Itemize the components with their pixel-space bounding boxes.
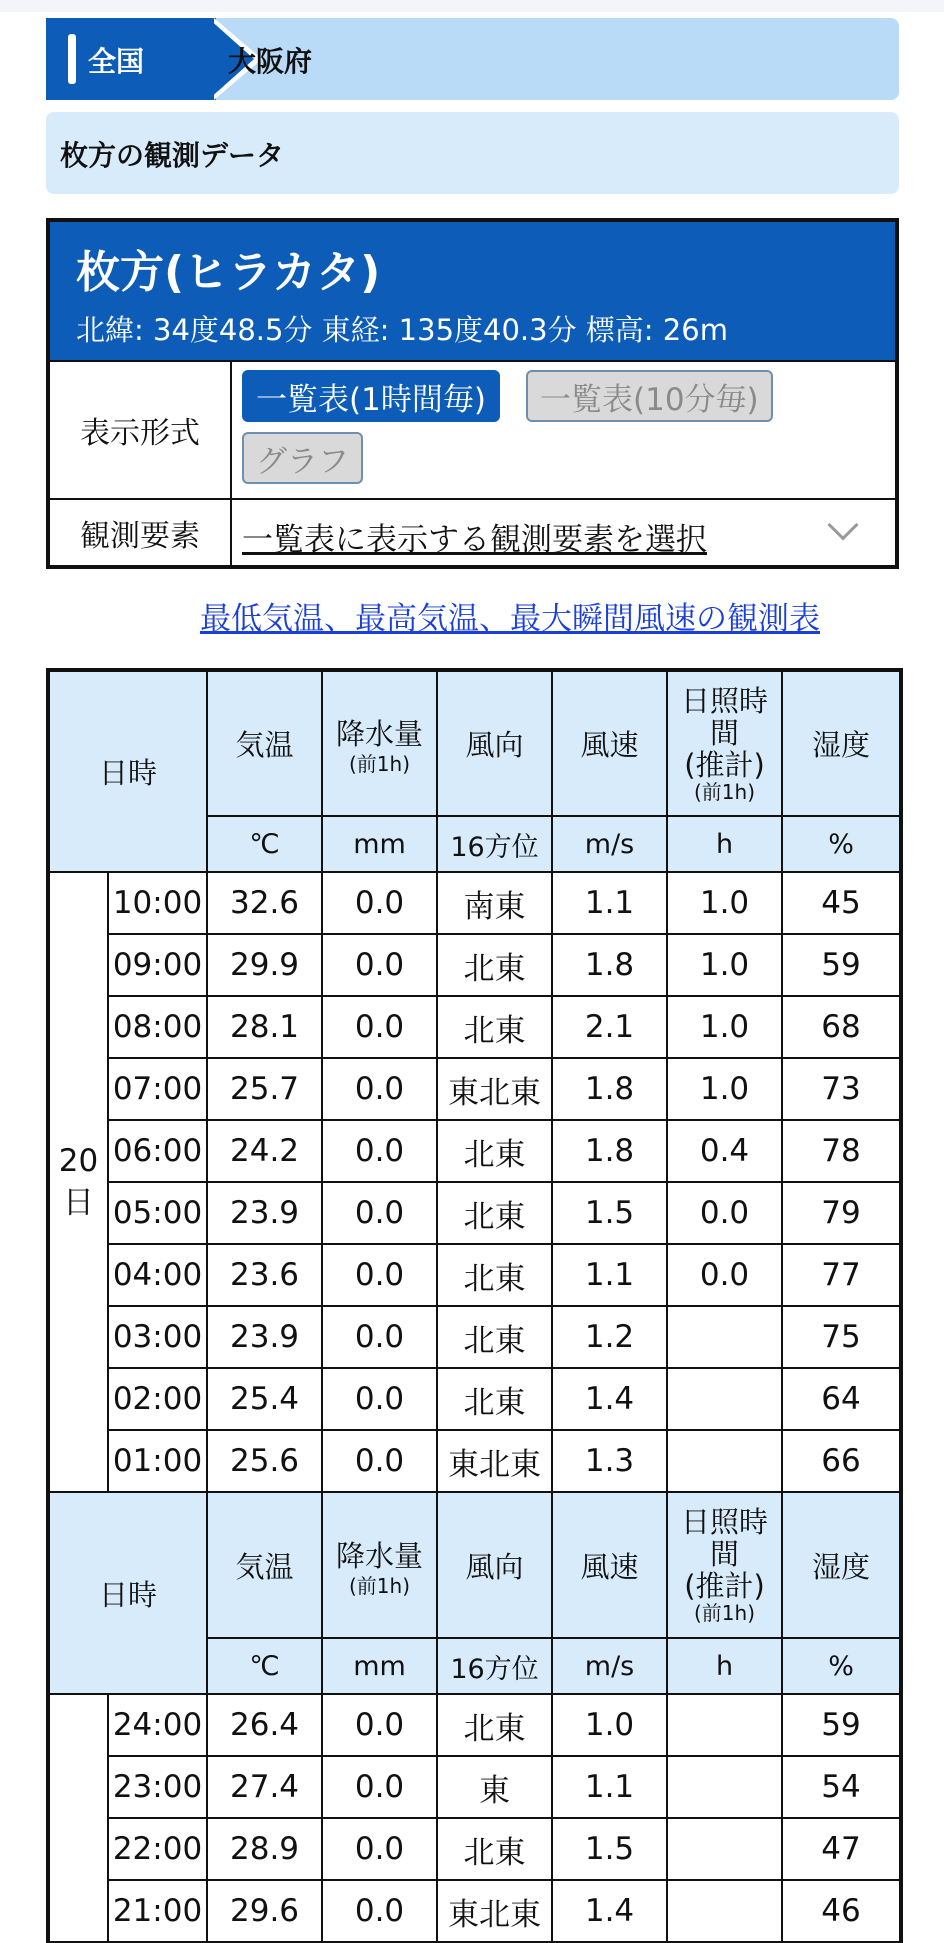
- cell-precip: 0.0: [322, 1058, 437, 1120]
- cell-sunshine: 0.4: [667, 1120, 782, 1182]
- day2-header-wind-speed: 風速: [552, 1492, 667, 1638]
- day2-header-sunshine-l2: 間: [710, 1537, 740, 1571]
- cell-temp: 28.9: [207, 1818, 322, 1880]
- cell-wind-dir: 東北東: [437, 1430, 552, 1492]
- cell-wind-speed: 1.2: [552, 1306, 667, 1368]
- cell-humidity: 75: [782, 1306, 901, 1368]
- cell-precip: 0.0: [322, 1694, 437, 1756]
- cell-time: 02:00: [108, 1368, 207, 1430]
- cell-precip: 0.0: [322, 1368, 437, 1430]
- cell-time: 10:00: [108, 872, 207, 934]
- day1-header-datetime: 日時: [48, 670, 207, 872]
- cell-temp: 29.9: [207, 934, 322, 996]
- day1-header-temp: 気温: [207, 670, 322, 816]
- table-row: [48, 1058, 901, 1120]
- cell-temp: 32.6: [207, 872, 322, 934]
- table-row: [48, 1694, 901, 1756]
- cell-humidity: 54: [782, 1756, 901, 1818]
- day1-header-sunshine-l3: (推計): [684, 747, 765, 782]
- cell-wind-speed: 1.1: [552, 1244, 667, 1306]
- cell-time: 06:00: [108, 1120, 207, 1182]
- day2-header-sunshine-l3: (推計): [684, 1569, 765, 1603]
- table-row: [48, 1306, 901, 1368]
- day2-header-precip: [322, 1492, 437, 1638]
- cell-sunshine: 1.0: [667, 934, 782, 996]
- cell-humidity: 79: [782, 1182, 901, 1244]
- cell-temp: 29.6: [207, 1880, 322, 1942]
- day2-header-temp: 気温: [207, 1492, 322, 1638]
- day1-unit-wind-dir: 16方位: [437, 816, 552, 872]
- cell-sunshine: [667, 1694, 782, 1756]
- day2-header-precip-sub: (前1h): [349, 1573, 411, 1598]
- cell-wind-dir: 東北東: [437, 1880, 552, 1942]
- cell-humidity: 46: [782, 1880, 901, 1942]
- cell-temp: 23.6: [207, 1244, 322, 1306]
- cell-wind-speed: 1.4: [552, 1880, 667, 1942]
- min-max-table-link[interactable]: 最低気温、最高気温、最大瞬間風速の観測表: [200, 601, 820, 637]
- day1-header-sunshine-l2: 間: [710, 715, 740, 750]
- day2-unit-precip: mm: [322, 1638, 437, 1694]
- cell-temp: 24.2: [207, 1120, 322, 1182]
- graph-button[interactable]: グラフ: [242, 432, 363, 484]
- cell-wind-speed: 2.1: [552, 996, 667, 1058]
- cell-precip: 0.0: [322, 996, 437, 1058]
- cell-wind-speed: 1.8: [552, 1058, 667, 1120]
- cell-sunshine: 0.0: [667, 1244, 782, 1306]
- cell-humidity: 59: [782, 934, 901, 996]
- breadcrumb: [46, 18, 899, 100]
- table-row: [48, 1120, 901, 1182]
- day2-unit-wind-speed: m/s: [552, 1638, 667, 1694]
- cell-humidity: 78: [782, 1120, 901, 1182]
- cell-temp: 28.1: [207, 996, 322, 1058]
- day1-header-sunshine: [667, 670, 782, 816]
- cell-sunshine: [667, 1306, 782, 1368]
- cell-time: 09:00: [108, 934, 207, 996]
- day2-header-sunshine-sub: (前1h): [694, 1601, 756, 1625]
- table-row: [48, 1368, 901, 1430]
- cell-wind-speed: 1.8: [552, 1120, 667, 1182]
- cell-time: 21:00: [108, 1880, 207, 1942]
- cell-wind-speed: 1.0: [552, 1694, 667, 1756]
- day1-header-sunshine-sub: (前1h): [694, 779, 756, 804]
- hourly-table-button[interactable]: 一覧表(1時間毎): [242, 370, 500, 422]
- cell-precip: 0.0: [322, 1244, 437, 1306]
- day1-unit-temp: ℃: [207, 816, 322, 872]
- cell-wind-speed: 1.8: [552, 934, 667, 996]
- cell-precip: 0.0: [322, 1818, 437, 1880]
- station-panel: [46, 218, 899, 569]
- cell-wind-dir: 北東: [437, 996, 552, 1058]
- breadcrumb-home-link[interactable]: [46, 18, 216, 100]
- day2-header-humidity: 湿度: [782, 1492, 901, 1638]
- top-strip: [0, 0, 944, 12]
- day1-header-precip-label: 降水量: [336, 717, 424, 751]
- cell-precip: 0.0: [322, 1756, 437, 1818]
- element-row: [50, 498, 895, 565]
- cell-sunshine: [667, 1430, 782, 1492]
- cell-wind-dir: 北東: [437, 1120, 552, 1182]
- day-label-unit: 日: [63, 1185, 94, 1221]
- day1-unit-humidity: %: [782, 816, 901, 872]
- day1-unit-wind-speed: m/s: [552, 816, 667, 872]
- table-row: [48, 1756, 901, 1818]
- page-title-box: [46, 112, 899, 194]
- cell-temp: 25.6: [207, 1430, 322, 1492]
- table-row: [48, 934, 901, 996]
- cell-time: 05:00: [108, 1182, 207, 1244]
- day-label-20: [48, 872, 108, 1492]
- day1-header-precip: [322, 670, 437, 816]
- cell-humidity: 68: [782, 996, 901, 1058]
- cell-sunshine: 1.0: [667, 996, 782, 1058]
- cell-time: 04:00: [108, 1244, 207, 1306]
- station-header: [50, 222, 895, 360]
- cell-precip: 0.0: [322, 1306, 437, 1368]
- table-row: [48, 1880, 901, 1942]
- station-coordinates: 北緯: 34度48.5分 東経: 135度40.3分 標高: 26m: [76, 313, 728, 347]
- cell-time: 08:00: [108, 996, 207, 1058]
- cell-wind-speed: 1.4: [552, 1368, 667, 1430]
- cell-wind-dir: 北東: [437, 1182, 552, 1244]
- cell-wind-speed: 1.1: [552, 1756, 667, 1818]
- cell-temp: 27.4: [207, 1756, 322, 1818]
- breadcrumb-bar-icon: [68, 34, 76, 84]
- cell-sunshine: [667, 1368, 782, 1430]
- cell-sunshine: 0.0: [667, 1182, 782, 1244]
- day2-header-precip-label: 降水量: [336, 1538, 424, 1573]
- day1-unit-precip: mm: [322, 816, 437, 872]
- day1-header-humidity: 湿度: [782, 670, 901, 816]
- day1-header-precip-sub: (前1h): [349, 752, 411, 776]
- day2-header-sunshine: [667, 1492, 782, 1638]
- day1-header-wind-dir: 風向: [437, 670, 552, 816]
- cell-wind-dir: 北東: [437, 1306, 552, 1368]
- day2-unit-humidity: %: [782, 1638, 901, 1694]
- cell-humidity: 66: [782, 1430, 901, 1492]
- cell-precip: 0.0: [322, 1182, 437, 1244]
- cell-wind-dir: 北東: [437, 1818, 552, 1880]
- day1-header-sunshine-l1: 日照時: [681, 683, 769, 718]
- cell-sunshine: 1.0: [667, 872, 782, 934]
- day2-header-sunshine-l1: 日照時: [681, 1505, 769, 1539]
- cell-humidity: 77: [782, 1244, 901, 1306]
- cell-wind-dir: 北東: [437, 1694, 552, 1756]
- table-row: [48, 1182, 901, 1244]
- cell-temp: 23.9: [207, 1182, 322, 1244]
- cell-precip: 0.0: [322, 934, 437, 996]
- cell-precip: 0.0: [322, 1430, 437, 1492]
- breadcrumb-current: 大阪府: [228, 45, 313, 78]
- cell-humidity: 73: [782, 1058, 901, 1120]
- cell-temp: 25.4: [207, 1368, 322, 1430]
- cell-humidity: 47: [782, 1818, 901, 1880]
- page-title: 枚方の観測データ: [60, 139, 285, 172]
- cell-sunshine: 1.0: [667, 1058, 782, 1120]
- cell-wind-dir: 東: [437, 1756, 552, 1818]
- cell-time: 23:00: [108, 1756, 207, 1818]
- cell-wind-speed: 1.5: [552, 1818, 667, 1880]
- observation-table-wrapper: [46, 668, 899, 1933]
- chevron-down-icon[interactable]: [827, 509, 858, 540]
- element-select[interactable]: 一覧表に表示する観測要素を選択: [242, 522, 707, 558]
- day1-header-wind-speed: 風速: [552, 670, 667, 816]
- cell-humidity: 64: [782, 1368, 901, 1430]
- day2-header-wind-dir: 風向: [437, 1492, 552, 1638]
- cell-precip: 0.0: [322, 872, 437, 934]
- cell-wind-dir: 北東: [437, 934, 552, 996]
- day2-unit-temp: ℃: [207, 1638, 322, 1694]
- cell-time: 03:00: [108, 1306, 207, 1368]
- display-format-label: 表示形式: [50, 362, 232, 498]
- element-label: 観測要素: [50, 500, 232, 565]
- cell-sunshine: [667, 1818, 782, 1880]
- table-row: [48, 1430, 901, 1492]
- cell-sunshine: [667, 1756, 782, 1818]
- day2-header-datetime: 日時: [48, 1492, 207, 1694]
- cell-humidity: 45: [782, 872, 901, 934]
- day1-unit-sunshine: h: [667, 816, 782, 872]
- tenmin-table-button[interactable]: 一覧表(10分毎): [526, 370, 773, 422]
- table-row: [48, 996, 901, 1058]
- station-name: 枚方(ヒラカタ): [76, 247, 381, 298]
- cell-time: 24:00: [108, 1694, 207, 1756]
- cell-temp: 26.4: [207, 1694, 322, 1756]
- table-row: [48, 1818, 901, 1880]
- day2-unit-sunshine: h: [667, 1638, 782, 1694]
- breadcrumb-home-label: 全国: [88, 45, 145, 78]
- cell-wind-dir: 東北東: [437, 1058, 552, 1120]
- cell-temp: 25.7: [207, 1058, 322, 1120]
- cell-precip: 0.0: [322, 1120, 437, 1182]
- cell-wind-speed: 1.1: [552, 872, 667, 934]
- display-format-row: [50, 360, 895, 498]
- day-label-num: 20: [58, 1143, 99, 1179]
- observation-table: [46, 668, 903, 1943]
- table-row: [48, 872, 901, 934]
- cell-time: 01:00: [108, 1430, 207, 1492]
- table-row: [48, 1244, 901, 1306]
- day2-unit-wind-dir: 16方位: [437, 1638, 552, 1694]
- cell-wind-dir: 南東: [437, 872, 552, 934]
- cell-time: 22:00: [108, 1818, 207, 1880]
- cell-precip: 0.0: [322, 1880, 437, 1942]
- day-label-19: [48, 1694, 108, 1942]
- cell-wind-dir: 北東: [437, 1244, 552, 1306]
- cell-time: 07:00: [108, 1058, 207, 1120]
- cell-wind-speed: 1.5: [552, 1182, 667, 1244]
- cell-temp: 23.9: [207, 1306, 322, 1368]
- cell-wind-dir: 北東: [437, 1368, 552, 1430]
- cell-sunshine: [667, 1880, 782, 1942]
- cell-wind-speed: 1.3: [552, 1430, 667, 1492]
- cell-humidity: 59: [782, 1694, 901, 1756]
